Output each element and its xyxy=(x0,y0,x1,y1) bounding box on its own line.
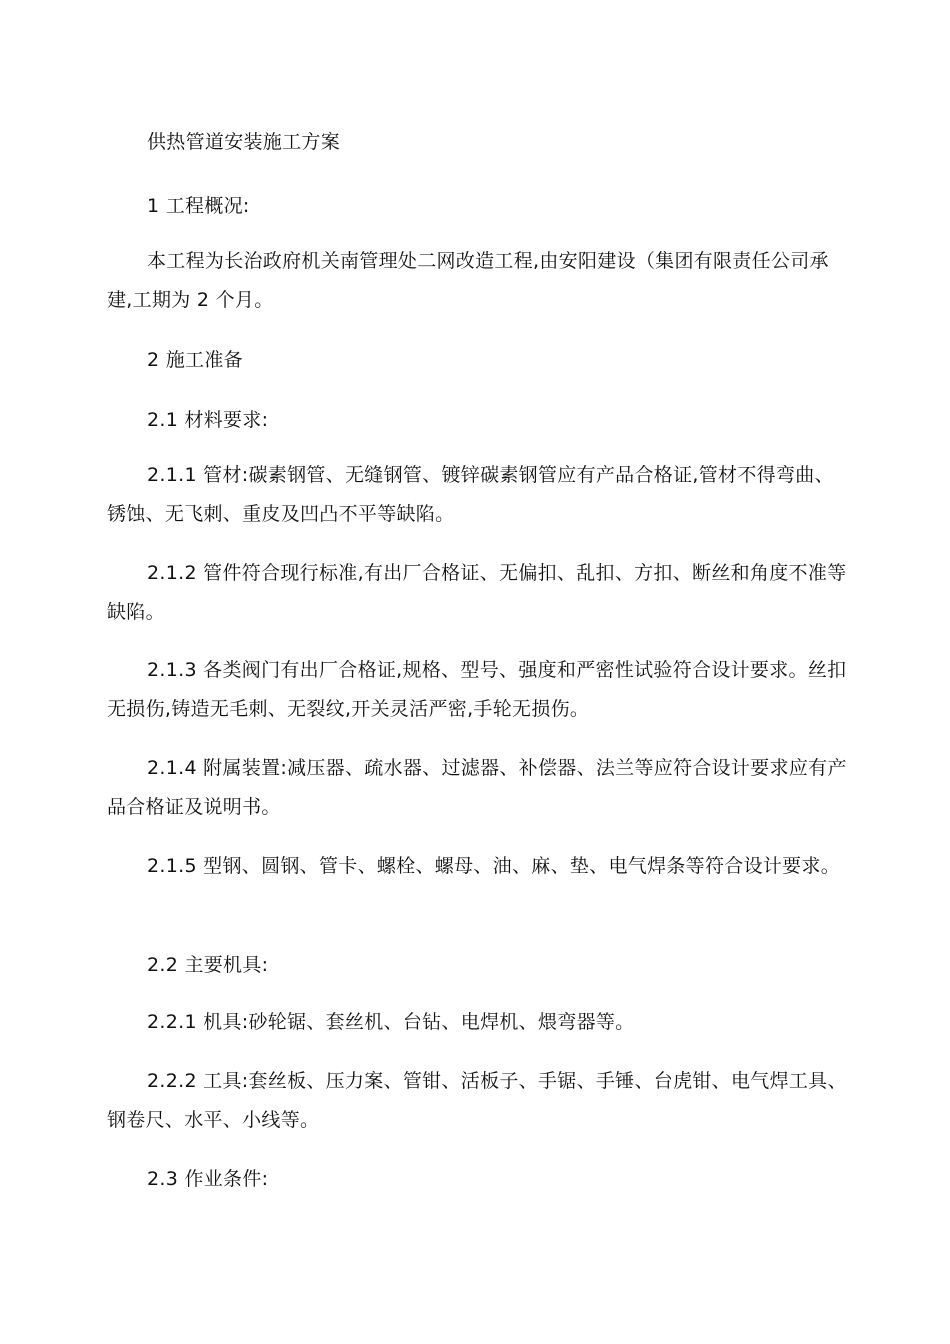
subsection-heading-conditions: 2.3 作业条件: xyxy=(147,1168,269,1190)
paragraph-2-1-1: 2.1.1 管材:碳素钢管、无缝钢管、镀锌碳素钢管应有产品合格证,管材不得弯曲、锈蚀、无飞刺、重皮及凹凸不平等缺陷。 xyxy=(107,464,834,525)
subsection-heading-materials: 2.1 材料要求: xyxy=(147,409,269,431)
section-heading-preparation: 2 施工准备 xyxy=(147,349,243,371)
paragraph-2-2-1: 2.2.1 机具:砂轮锯、套丝机、台钻、电焊机、煨弯器等。 xyxy=(147,1011,635,1033)
paragraph-2-2-2: 2.2.2 工具:套丝板、压力案、管钳、活板子、手锯、手锤、台虎钳、电气焊工具、钢卷尺、水平、小线等。 xyxy=(107,1070,847,1131)
section-heading-overview: 1 工程概况: xyxy=(147,195,250,217)
paragraph-2-1-4: 2.1.4 附属装置:减压器、疏水器、过滤器、补偿器、法兰等应符合设计要求应有产品合格证及说明书。 xyxy=(107,757,847,818)
paragraph-2-1-5: 2.1.5 型钢、圆钢、管卡、螺栓、螺母、油、麻、垫、电气焊条等符合设计要求。 xyxy=(147,855,841,877)
paragraph-2-1-3: 2.1.3 各类阀门有出厂合格证,规格、型号、强度和严密性试验符合设计要求。丝扣无损伤,铸造无毛刺、无裂纹,开关灵活严密,手轮无损伤。 xyxy=(107,659,847,720)
paragraph-overview: 本工程为长治政府机关南管理处二网改造工程,由安阳建设（集团有限责任公司承建,工期为 2 个月。 xyxy=(107,250,829,311)
document-title: 供热管道安装施工方案 xyxy=(147,131,341,153)
paragraph-2-1-2: 2.1.2 管件符合现行标准,有出厂合格证、无偏扣、乱扣、方扣、断丝和角度不准等缺陷。 xyxy=(107,562,847,623)
subsection-heading-tools: 2.2 主要机具: xyxy=(147,954,269,976)
